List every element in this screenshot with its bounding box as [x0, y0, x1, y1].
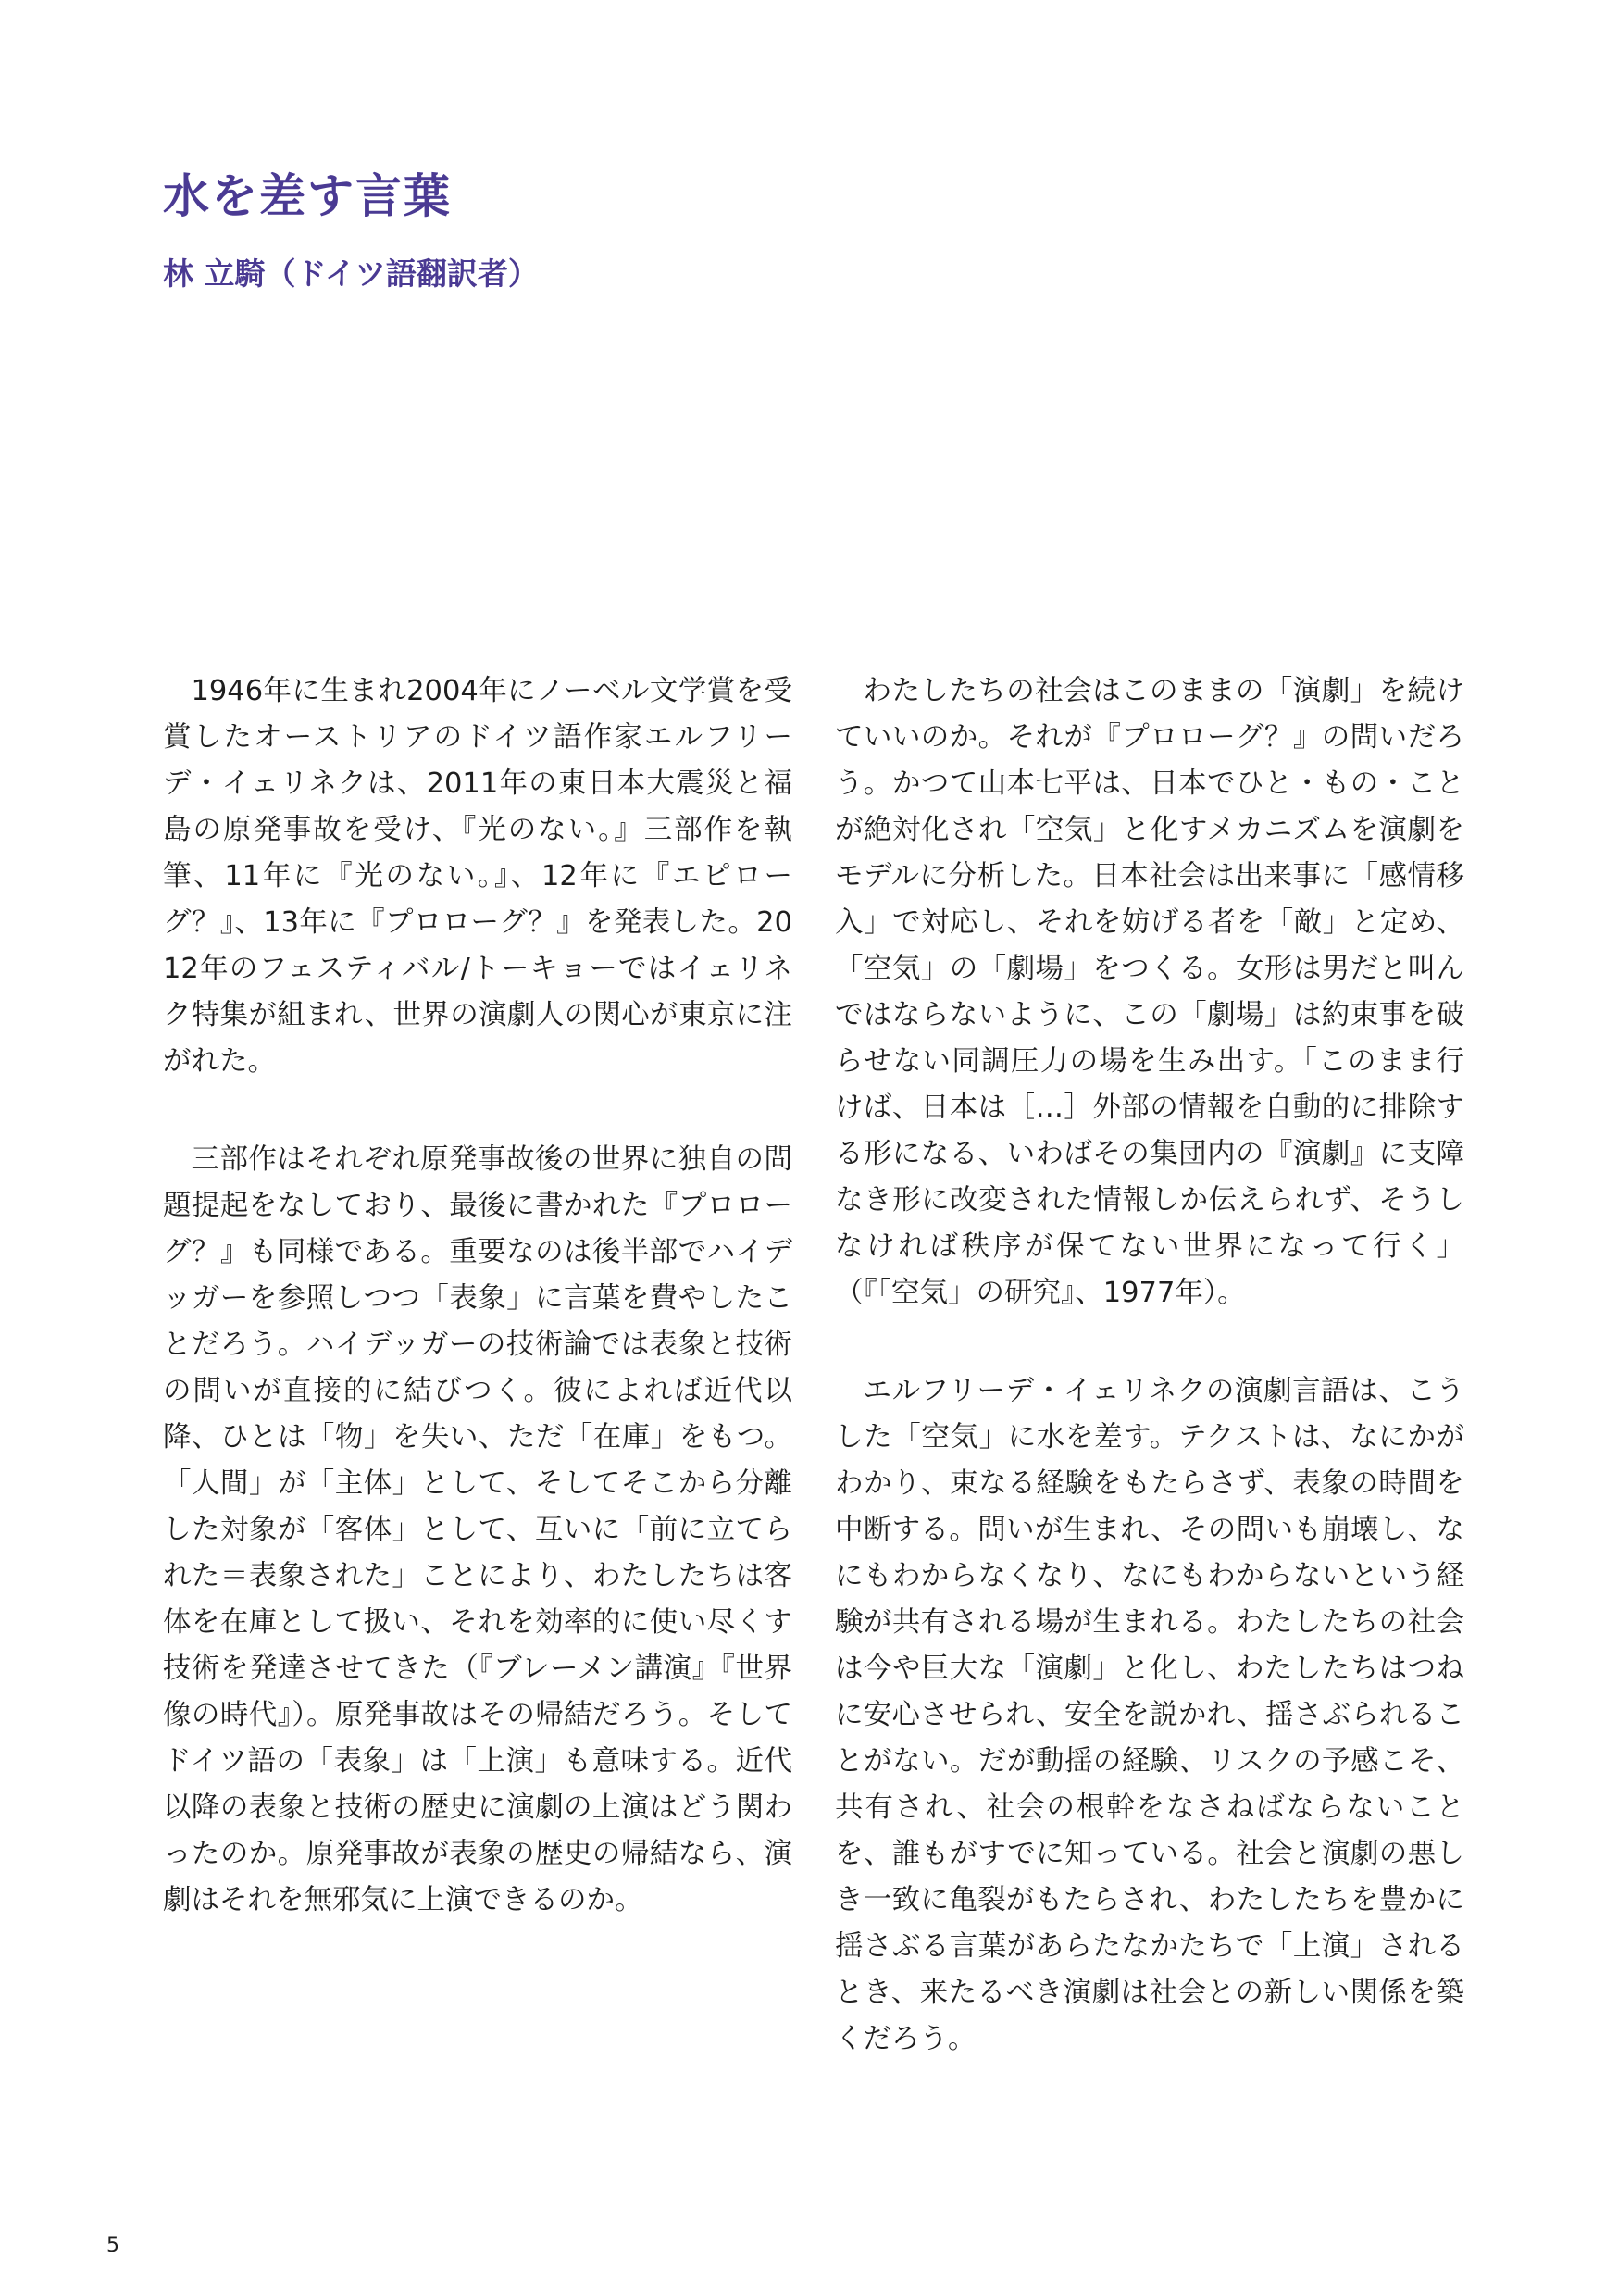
author-byline: 林 立騎（ドイツ語翻訳者） [163, 256, 539, 292]
paragraph: エルフリーデ・イェリネクの演劇言語は、こうした「空気」に水を差す。テクストは、なにかがわかり、束なる経験をもたらさず、表象の時間を中断する。問いが生まれ、その問いも崩壊し、なにもわからなくなり、なにもわからないという経験が共有される場が生まれる。わたしたちの社会は今や巨大な「演劇」と化し、わたしたちはつねに安心させられ、安全を説かれ、揺さぶられることがない。だが動揺の経験、リスクの予感こそ、共有され、社会の根幹をなさねばならないことを、誰もがすでに知っている。社会と演劇の悪しき一致に亀裂がもたらされ、わたしたちを豊かに揺さぶる言葉があらたなかたちで「上演」されるとき、来たるべき演劇は社会との新しい関係を築くだろう。 [835, 1375, 1464, 2055]
page-number: 5 [106, 2234, 119, 2257]
left-column [163, 668, 792, 1976]
paragraph: 1946年に生まれ2004年にノーベル文学賞を受賞したオーストリアのドイツ語作家エルフリーデ・イェリネクは、2011年の東日本大震災と福島の原発事故を受け、『光のない。』三部作を執筆、11年に『光のない。』、12年に『エピローグ？』、13年に『プロローグ？』を発表した。2012年のフェスティバル/トーキョーではイェリネク特集が組まれ、世界の演劇人の関心が東京に注がれた。 [163, 675, 792, 1078]
right-column [835, 668, 1464, 2115]
article-title: 水を差す言葉 [163, 169, 452, 223]
paragraph: 三部作はそれぞれ原発事故後の世界に独自の問題提起をなしており、最後に書かれた『プロローグ？』も同様である。重要なのは後半部でハイデッガーを参照しつつ「表象」に言葉を費やしたことだろう。ハイデッガーの技術論では表象と技術の問いが直接的に結びつく。彼によれば近代以降、ひとは「物」を失い、ただ「在庫」をもつ。「人間」が「主体」として、そしてそこから分離した対象が「客体」として、互いに「前に立てられた＝表象された」ことにより、わたしたちは客体を在庫として扱い、それを効率的に使い尽くす技術を発達させてきた（『ブレーメン講演』『世界像の時代』）。原発事故はその帰結だろう。そしてドイツ語の「表象」は「上演」も意味する。近代以降の表象と技術の歴史に演劇の上演はどう関わったのか。原発事故が表象の歴史の帰結なら、演劇はそれを無邪気に上演できるのか。 [163, 1143, 792, 1916]
paragraph: わたしたちの社会はこのままの「演劇」を続けていいのか。それが『プロローグ？』の問いだろう。かつて山本七平は、日本でひと・もの・ことが絶対化され「空気」と化すメカニズムを演劇をモデルに分析した。日本社会は出来事に「感情移入」で対応し、それを妨げる者を「敵」と定め、「空気」の「劇場」をつくる。女形は男だと叫んではならないように、この「劇場」は約束事を破らせない同調圧力の場を生み出す。「このまま行けば、日本は［…］外部の情報を自動的に排除する形になる、いわばその集団内の『演劇』に支障なき形に改変された情報しか伝えられず、そうしなければ秩序が保てない世界になって行く」（『「空気」の研究』、1977年）。 [835, 675, 1464, 1309]
